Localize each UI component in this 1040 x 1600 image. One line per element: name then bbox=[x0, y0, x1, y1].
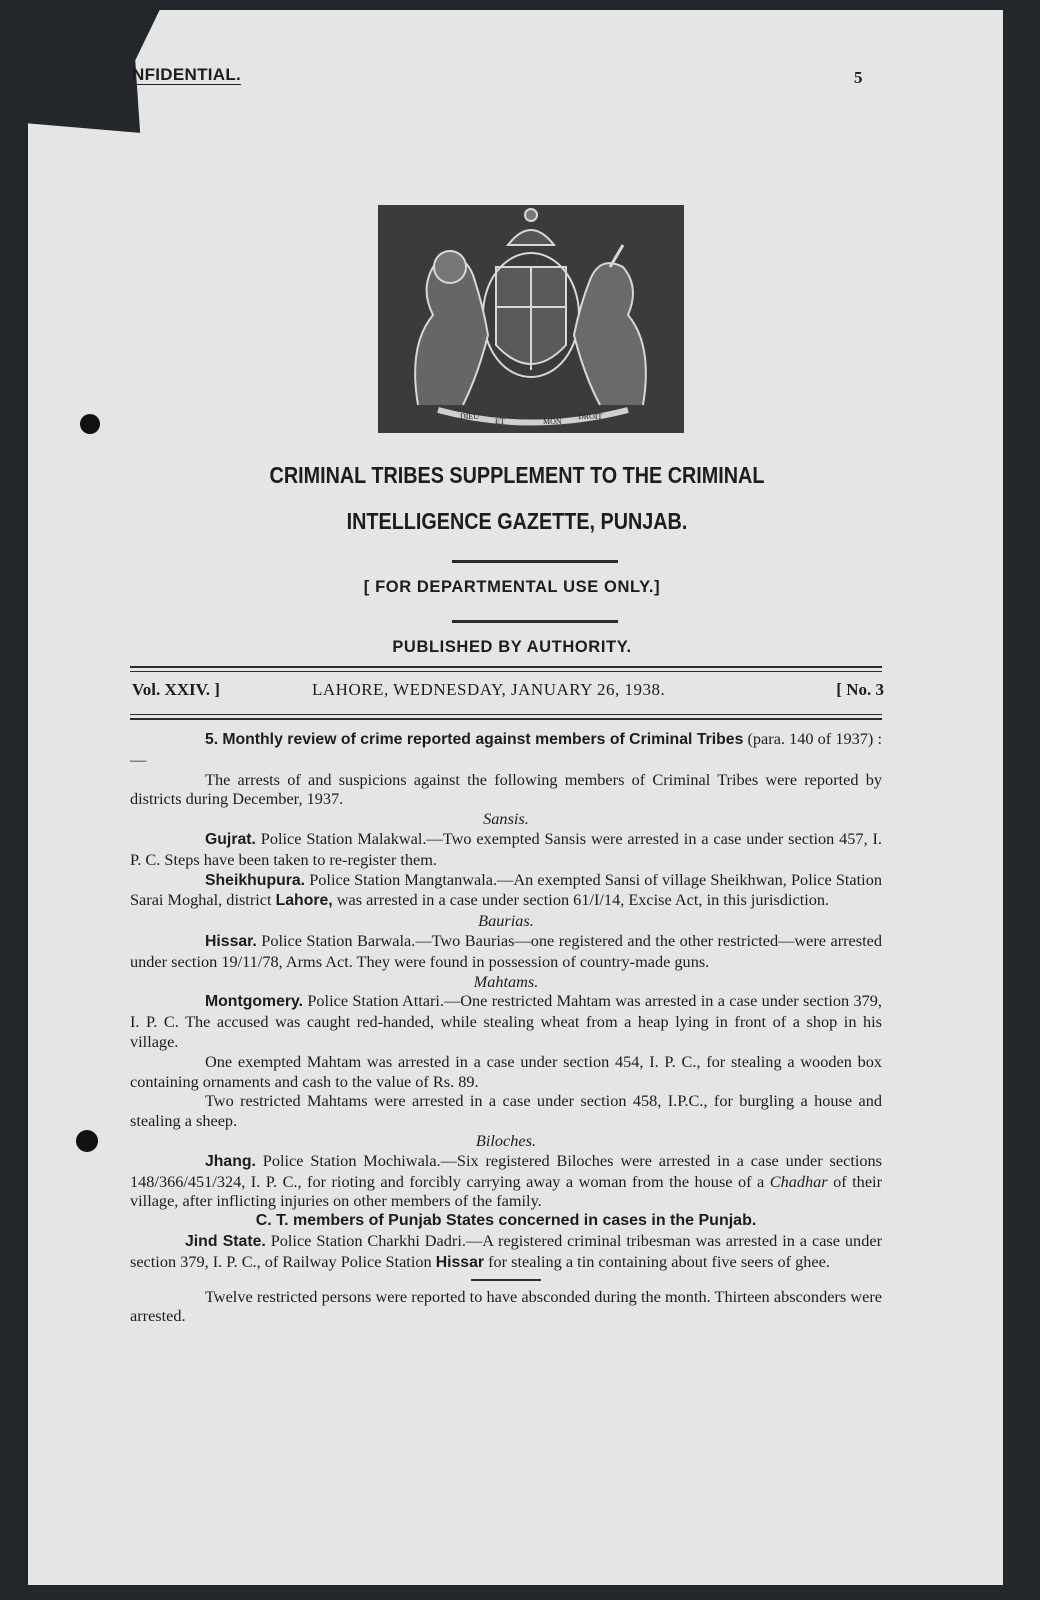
issue-line bbox=[132, 680, 884, 704]
issue-rule-bottom-thin bbox=[130, 714, 882, 715]
intro-paragraph: The arrests of and suspicions against the following members of Criminal Tribes were reported by districts during December, 1937. bbox=[130, 769, 882, 809]
entry-sheikhupura: Sheikhupura. Police Station Mangtanwala.—An exempted Sansi of village Sheikhwan, Police Station Sarai Moghal, district Lahore, was arrested in a case under section 61/I/14, Excise Act, in this jurisdiction. bbox=[130, 869, 882, 910]
tribe-heading-mahtams: Mahtams. bbox=[473, 971, 539, 991]
closing-paragraph: Twelve restricted persons were reported to have absconded during the month. Thirteen absconders were arrested. bbox=[130, 1286, 882, 1326]
tribe-heading-biloches: Biloches. bbox=[475, 1130, 537, 1150]
divider bbox=[471, 1279, 541, 1281]
entry-jind: Jind State. Police Station Charkhi Dadri.—A registered criminal tribesman was arrested in a case under section 379, I. P. C., of Railway Police Station Hissar for stealing a tin containing about five seers of ghee. bbox=[130, 1230, 882, 1271]
entry-jhang: Jhang. Police Station Mochiwala.—Six registered Biloches were arrested in a case under sections 148/366/451/324, I. P. C., for rioting and forcibly carrying away a woman from the house of a Chadhar of their village, after inflicting injuries on other members of the family. bbox=[130, 1150, 882, 1211]
article-heading: 5. Monthly review of crime reported against members of Criminal Tribes (para. 140 of 1937) :— bbox=[130, 729, 882, 769]
tribe-heading-sansis: Sansis. bbox=[483, 809, 529, 829]
issue-rule-bottom bbox=[130, 718, 882, 720]
entry-mahtam-2: One exempted Mahtam was arrested in a case under section 454, I. P. C., for stealing a wooden box containing ornaments and cash to the value of Rs. 89. bbox=[130, 1051, 882, 1091]
departmental-notice: [ FOR DEPARTMENTAL USE ONLY.] bbox=[363, 578, 661, 596]
punch-hole bbox=[80, 414, 100, 434]
motto-et: ET bbox=[495, 417, 505, 426]
volume-number: Vol. XXIV. ] bbox=[132, 680, 220, 699]
page-number: 5 bbox=[854, 68, 863, 87]
place-and-date: LAHORE, WEDNESDAY, JANUARY 26, 1938. bbox=[312, 680, 666, 699]
issue-rule-top-thin bbox=[130, 671, 882, 672]
published-by-authority: PUBLISHED BY AUTHORITY. bbox=[392, 638, 632, 656]
issue-number: [ No. 3 bbox=[836, 680, 884, 699]
motto-mon: MON bbox=[543, 417, 562, 426]
entry-montgomery: Montgomery. Police Station Attari.—One restricted Mahtam was arrested in a case under section 379, I. P. C. The accused was caught red-handed, while stealing wheat from a heap lying in front of a shop in his village. bbox=[130, 991, 882, 1051]
issue-rule-top bbox=[130, 666, 882, 668]
states-heading: C. T. members of Punjab States concerned in cases in the Punjab. bbox=[255, 1212, 757, 1230]
gazette-title-line1: CRIMINAL TRIBES SUPPLEMENT TO THE CRIMINAL bbox=[269, 462, 765, 488]
confidential-label: NFIDENTIAL. bbox=[132, 65, 242, 84]
divider bbox=[452, 620, 618, 623]
entry-gujrat: Gujrat. Police Station Malakwal.—Two exempted Sansis were arrested in a case under section 457, I. P. C. Steps have been taken to re-register them. bbox=[130, 828, 882, 869]
motto-dieu: DIEU bbox=[460, 412, 480, 421]
punch-hole bbox=[76, 1130, 98, 1152]
entry-hissar: Hissar. Police Station Barwala.—Two Baurias—one registered and the other restricted—were arrested under section 19/11/78, Arms Act. They were found in possession of country-made guns. bbox=[130, 930, 882, 971]
royal-coat-of-arms bbox=[378, 205, 684, 433]
divider bbox=[452, 560, 618, 563]
motto-droit: DROIT bbox=[578, 412, 603, 421]
tribe-heading-baurias: Baurias. bbox=[478, 911, 534, 931]
entry-mahtam-3: Two restricted Mahtams were arrested in a case under section 458, I.P.C., for burgling a house and stealing a sheep. bbox=[130, 1091, 882, 1131]
article-body bbox=[130, 729, 882, 1326]
gazette-title-line2: INTELLIGENCE GAZETTE, PUNJAB. bbox=[346, 508, 688, 534]
